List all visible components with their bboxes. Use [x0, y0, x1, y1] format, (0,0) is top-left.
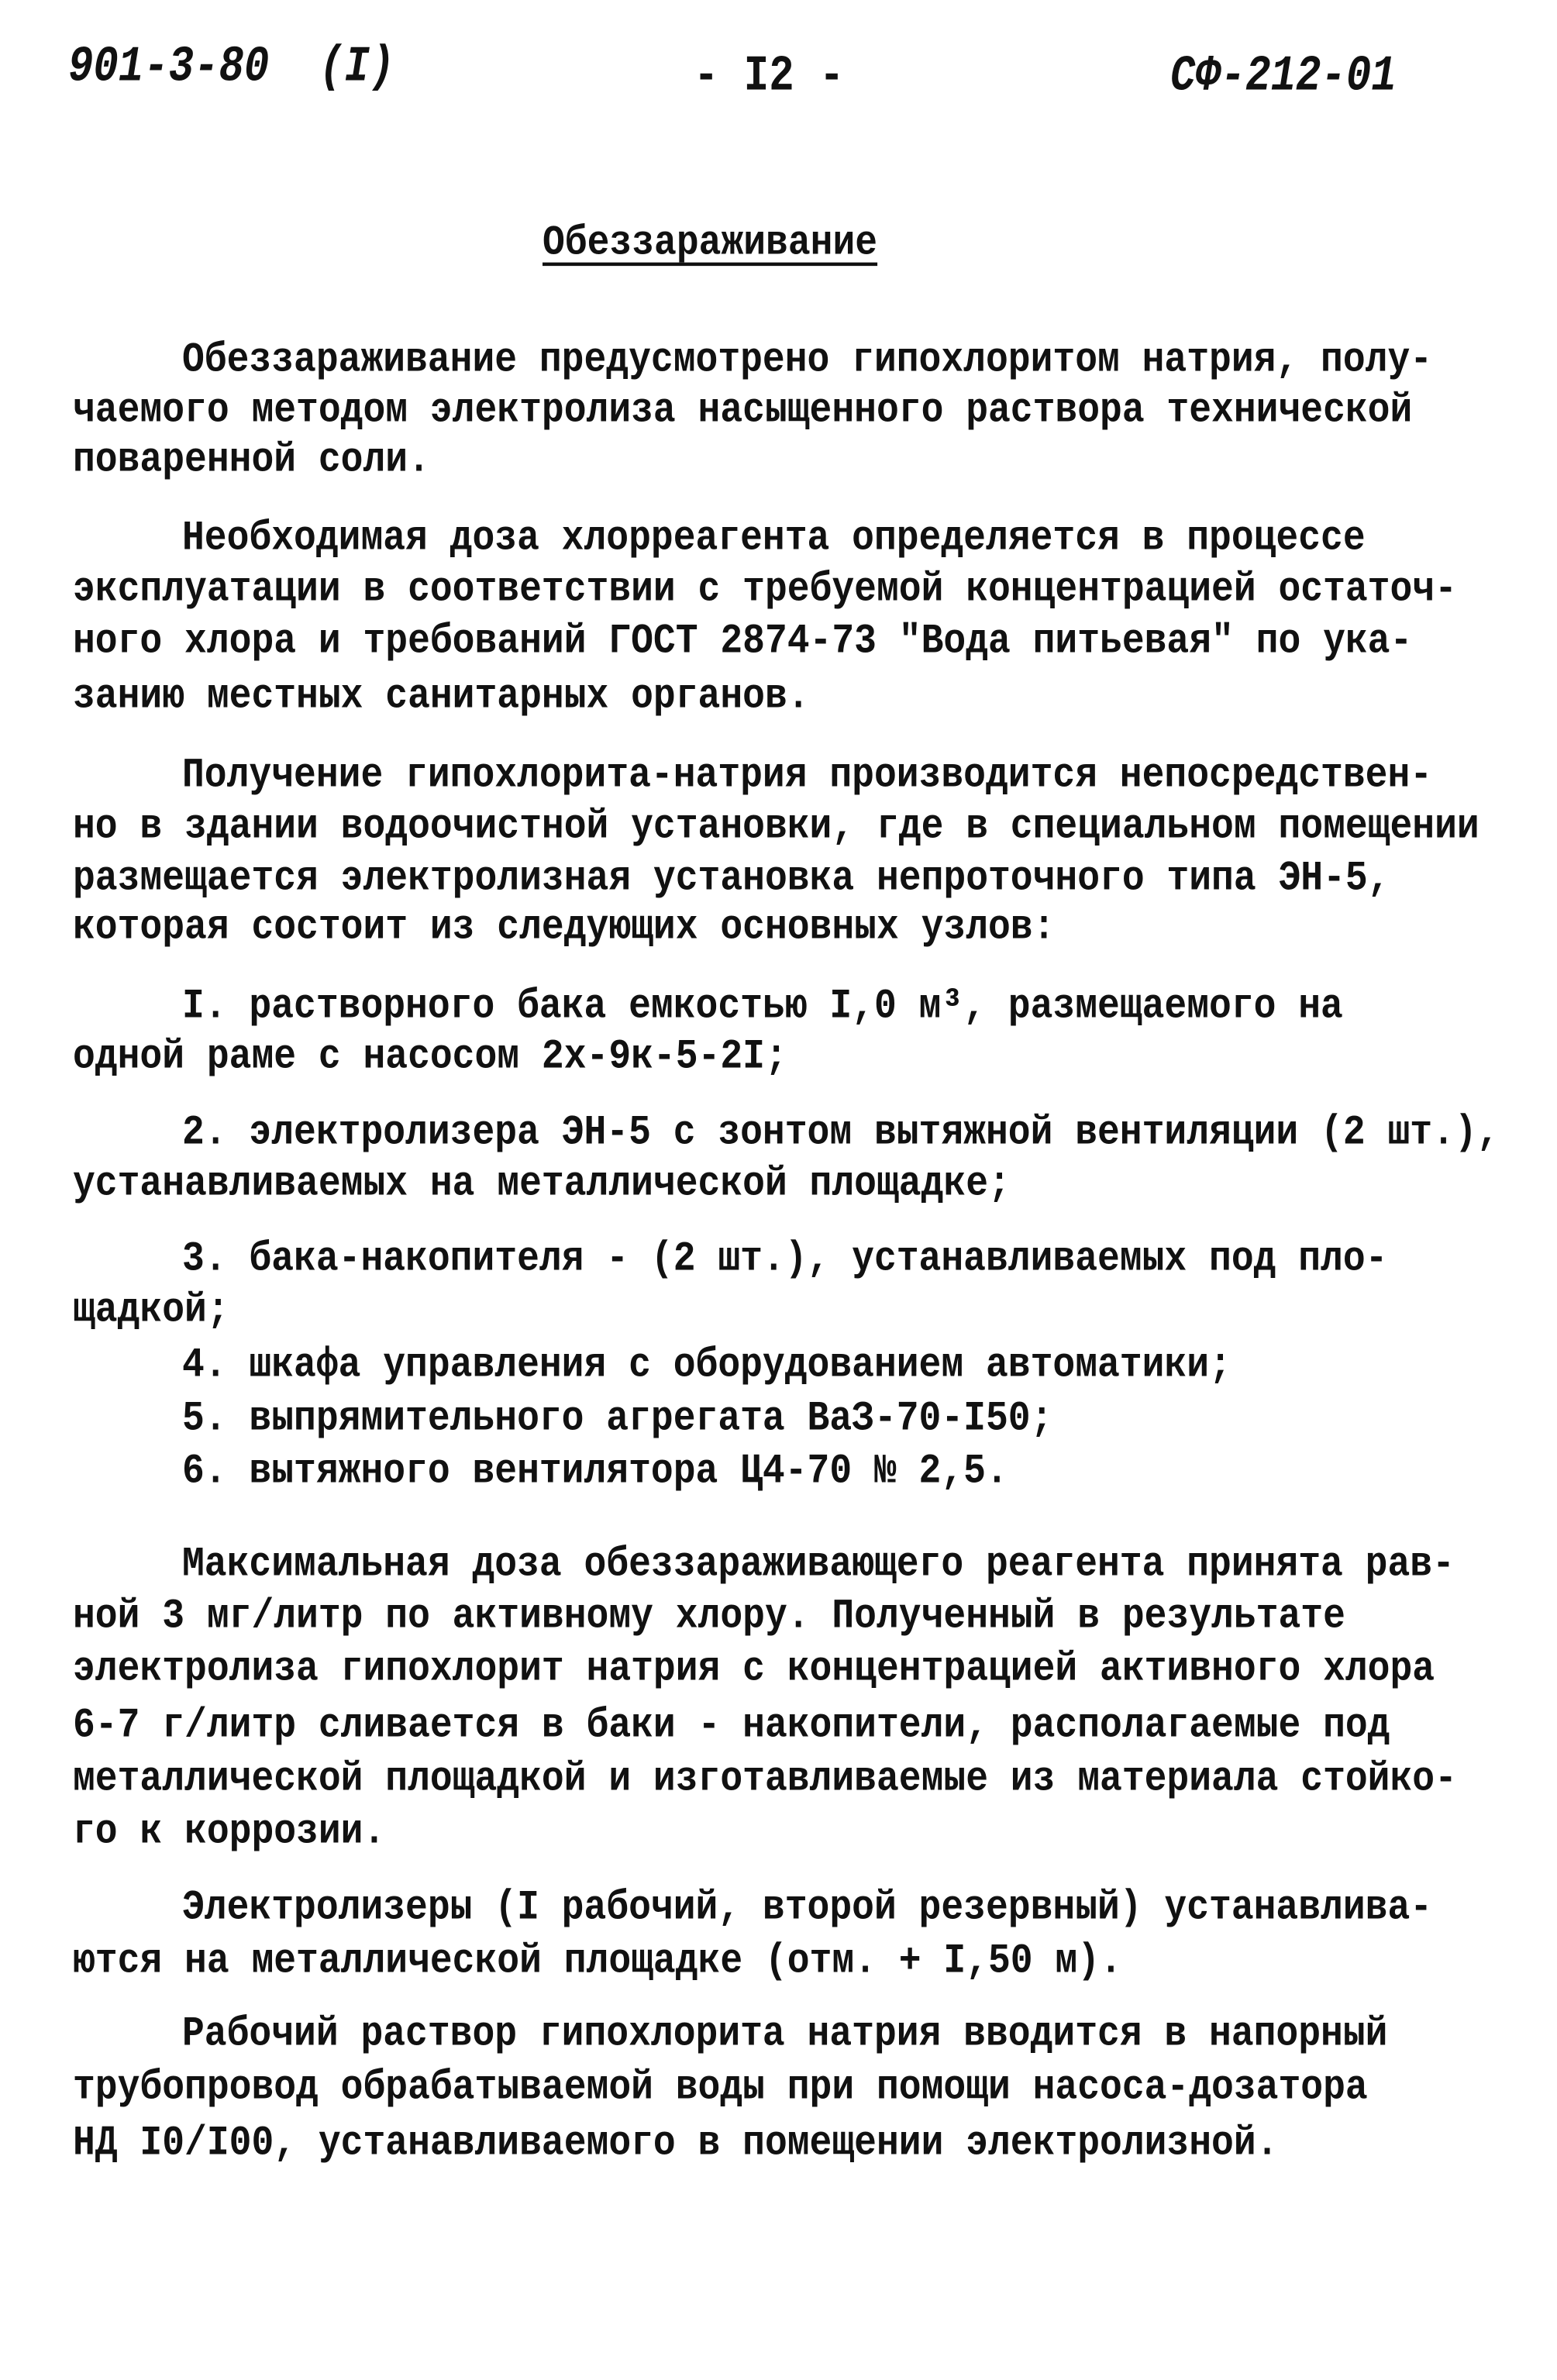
text-line: Электролизеры (I рабочий, второй резервный) устанавлива- — [182, 1884, 1433, 1932]
text-line: эксплуатации в соответствии с требуемой концентрацией остаточ- — [73, 566, 1457, 614]
text-line: но в здании водоочистной установки, где в специальном помещении — [73, 803, 1479, 851]
sheet-code: СФ-212-01 — [1170, 48, 1397, 105]
text-line: Необходимая доза хлорреагента определяется в процессе — [182, 515, 1366, 563]
list-item: 4. шкафа управления с оборудованием автоматики; — [182, 1342, 1231, 1390]
text-line: щадкой; — [73, 1286, 229, 1335]
text-line: Обеззараживание предусмотрено гипохлоритом натрия, полу- — [182, 336, 1433, 384]
text-line: 6-7 г/литр сливается в баки - накопители, располагаемые под — [73, 1702, 1390, 1750]
text-line: размещается электролизная установка непроточного типа ЭН-5, — [73, 855, 1390, 903]
text-line: НД I0/I00, устанавливаемого в помещении электролизной. — [73, 2120, 1279, 2168]
text-line: одной раме с насосом 2х-9к-5-2I; — [73, 1033, 787, 1081]
list-item: 3. бака-накопителя - (2 шт.), устанавливаемых под пло- — [182, 1235, 1388, 1283]
section-title: Обеззараживание — [543, 219, 878, 267]
text-line: чаемого методом электролиза насыщенного раствора технической — [73, 387, 1413, 435]
text-line: устанавливаемых на металлической площадке; — [73, 1160, 1011, 1208]
text-line: которая состоит из следующих основных узлов: — [73, 904, 1056, 952]
list-item: 6. вытяжного вентилятора Ц4-70 № 2,5. — [182, 1448, 1008, 1496]
text-line: электролиза гипохлорит натрия с концентрацией активного хлора — [73, 1645, 1435, 1693]
text-line: ются на металлической площадке (отм. + I,50 м). — [73, 1937, 1122, 1986]
text-line: трубопровод обрабатываемой воды при помощи насоса-дозатора — [73, 2064, 1368, 2112]
text-line: го к коррозии. — [73, 1808, 386, 1856]
document-code: 901-3-80 (I) — [68, 39, 395, 96]
text-line: Рабочий раствор гипохлорита натрия вводится в напорный — [182, 2010, 1388, 2058]
text-line: занию местных санитарных органов. — [73, 673, 810, 721]
text-line: ного хлора и требований ГОСТ 2874-73 "Вода питьевая" по ука- — [73, 618, 1413, 666]
list-item: 5. выпрямительного агрегата ВаЗ-70-I50; — [182, 1395, 1053, 1443]
text-line: ной 3 мг/литр по активному хлору. Полученный в результате — [73, 1593, 1345, 1641]
text-line: поваренной соли. — [73, 436, 430, 484]
text-line: металлической площадкой и изготавливаемые из материала стойко- — [73, 1755, 1457, 1803]
text-line: Получение гипохлорита-натрия производится непосредствен- — [182, 752, 1433, 800]
list-item: I. растворного бака емкостью I,0 м³, размещаемого на — [182, 983, 1343, 1031]
text-line: Максимальная доза обеззараживающего реагента принята рав- — [182, 1541, 1455, 1589]
list-item: 2. электролизера ЭН-5 с зонтом вытяжной вентиляции (2 шт.), — [182, 1109, 1500, 1157]
page-number: - I2 - — [694, 48, 845, 105]
